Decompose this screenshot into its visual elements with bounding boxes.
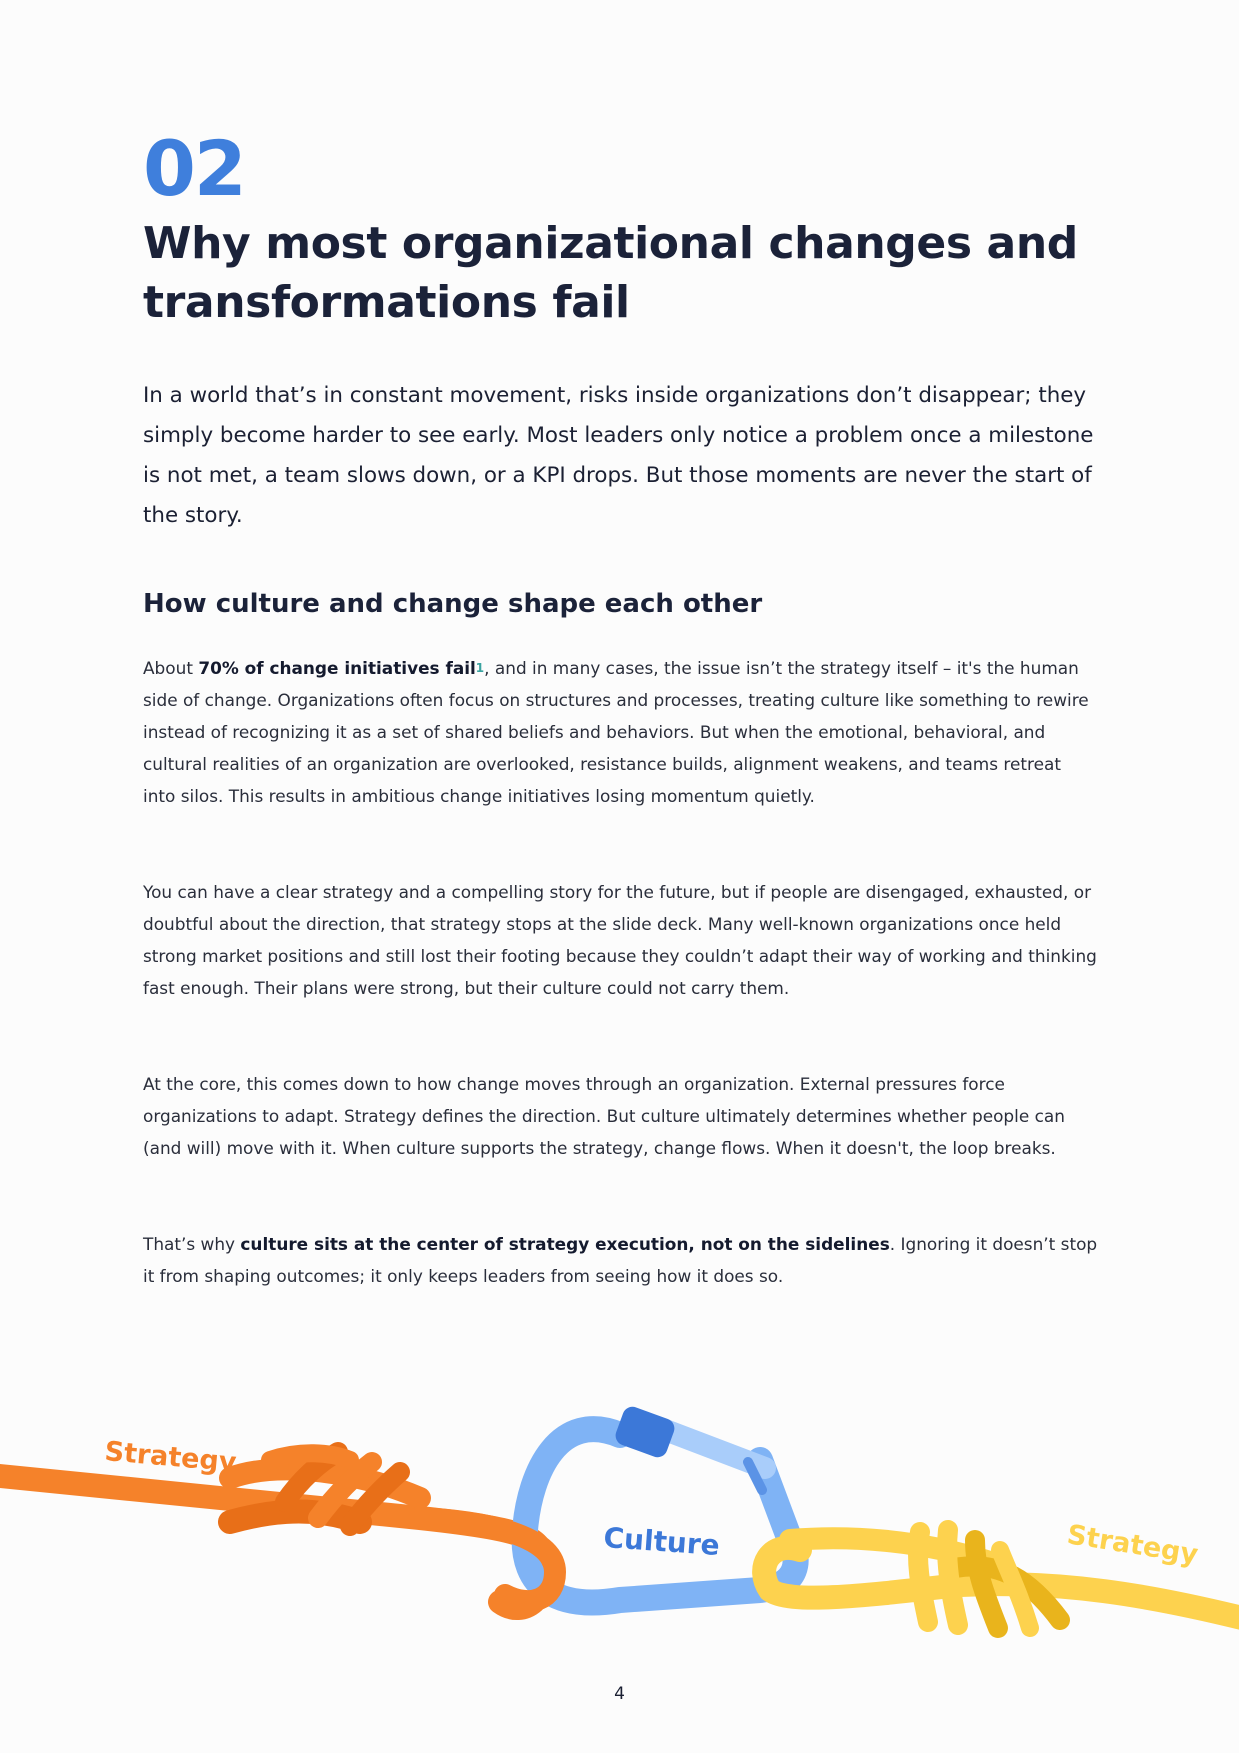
page-number: 4 [614,1684,625,1704]
footnote-marker[interactable]: 1 [475,661,485,675]
strategy-label-left: Strategy [103,1436,238,1479]
body-paragraph-2: You can have a clear strategy and a compelling story for the future, but if people are disengaged, exhausted, or doubtful about the direction, that strategy stops at the slide deck. Many well-known organizations once held strong market positions and still lost their footing because they couldn’t adapt their way of working and thinking fast enough. Their plans were strong, but their culture could not carry them. [143,882,1097,998]
body-paragraph-1 [143,652,1098,812]
body-paragraph-3: At the core, this comes down to how change moves through an organization. External pressures force organizations to adapt. Strategy defines the direction. But culture ultimately determines whether people can (and will) move with it. When culture supports the strategy, change flows. When it doesn't, the loop breaks. [143,1074,1065,1158]
p4-text-start: That’s why [143,1234,241,1254]
p1-highlight: 70% of change initiatives fail [198,658,476,678]
p4-text-end: . Ignoring it doesn’t stop it from shaping outcomes; it only keeps leaders from seeing how it does so. [143,1234,1098,1286]
culture-label: Culture [602,1521,721,1563]
rope-carabiner-illustration [0,1390,1239,1640]
p1-text-start: About [143,658,199,678]
intro-paragraph: In a world that’s in constant movement, risks inside organizations don’t disappear; they simply become harder to see early. Most leaders only notice a problem once a milestone is not met, a team slows down, or a KPI drops. But those moments are never the start of the story. [143,383,1094,528]
page-title: Why most organizational changes and transformations fail [143,218,1078,328]
p1-text-end: , and in many cases, the issue isn’t the strategy itself – it's the human side of change. Organizations often focus on structures and processes, treating culture like something to rewire instead of recognizing it as a set of shared beliefs and behaviors. But when the emotional, behavioral, and cultural realities of an organization are overlooked, resistance builds, alignment weakens, and teams retreat into silos. This results in ambitious change initiatives losing momentum quietly. [143,658,1089,806]
body-paragraph-4 [143,1228,1098,1292]
p4-highlight: culture sits at the center of strategy execution, not on the sidelines [240,1234,890,1254]
section-heading: How culture and change shape each other [143,589,763,619]
section-number: 02 [143,124,245,213]
strategy-label-right: Strategy [1064,1519,1201,1571]
